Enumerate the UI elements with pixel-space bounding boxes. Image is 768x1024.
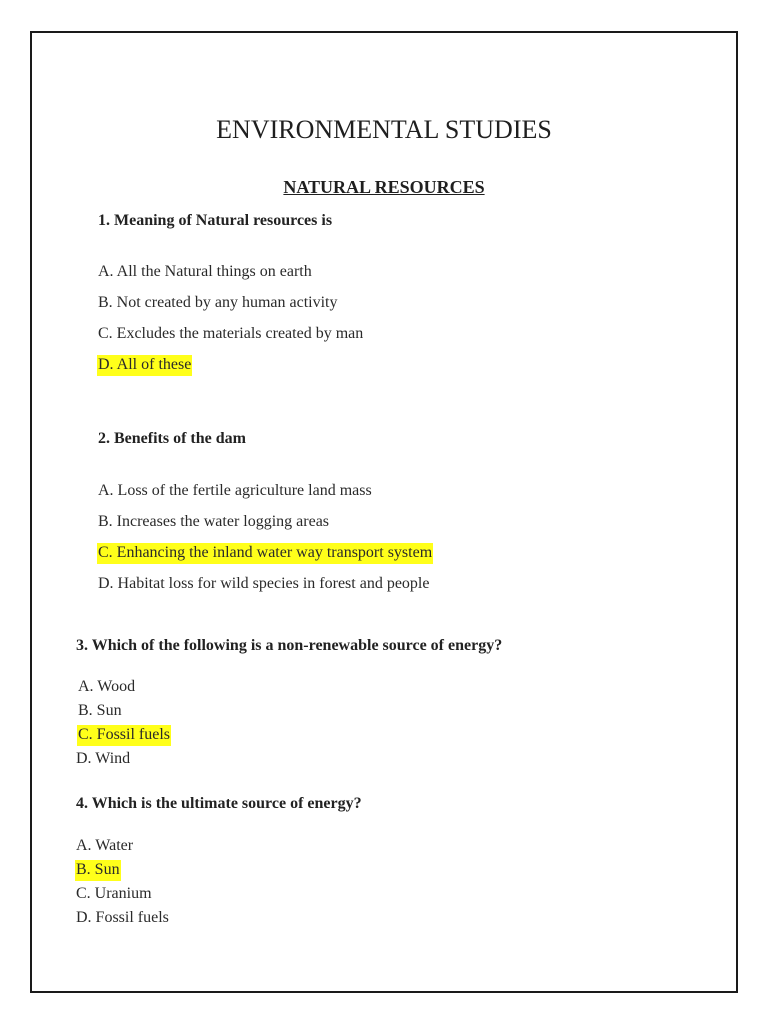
question-1-option-d-answer	[97, 357, 192, 373]
question-3-option-d: D. Wind	[76, 750, 131, 767]
question-3-option-a: A. Wood	[78, 678, 136, 695]
question-3-option-c-answer	[77, 727, 171, 743]
document-title: ENVIRONMENTAL STUDIES	[216, 115, 552, 144]
answer-highlight: B. Sun	[75, 860, 121, 881]
question-4-option-a: A. Water	[76, 837, 134, 854]
question-4: 4. Which is the ultimate source of energy?	[76, 795, 362, 812]
question-2-option-d: D. Habitat loss for wild species in forest and people	[98, 575, 430, 592]
question-3-option-b: B. Sun	[78, 702, 122, 719]
section-heading: NATURAL RESOURCES	[283, 177, 485, 197]
question-1: 1. Meaning of Natural resources is	[98, 212, 333, 229]
answer-highlight: C. Fossil fuels	[77, 725, 171, 746]
question-2: 2. Benefits of the dam	[98, 430, 246, 447]
question-3: 3. Which of the following is a non-renewable source of energy?	[76, 637, 503, 654]
question-1-option-a: A. All the Natural things on earth	[98, 263, 312, 280]
question-2-option-a: A. Loss of the fertile agriculture land mass	[98, 482, 372, 499]
question-1-option-b: B. Not created by any human activity	[98, 294, 338, 311]
answer-highlight: C. Enhancing the inland water way transport system	[97, 543, 433, 564]
page-border	[30, 31, 738, 993]
question-2-option-c-answer	[97, 545, 433, 561]
question-4-option-c: C. Uranium	[76, 885, 152, 902]
question-4-option-d: D. Fossil fuels	[76, 909, 169, 926]
question-1-option-c: C. Excludes the materials created by man	[98, 325, 364, 342]
question-4-option-b-answer	[75, 862, 121, 878]
answer-highlight: D. All of these	[97, 355, 192, 376]
question-2-option-b: B. Increases the water logging areas	[98, 513, 330, 530]
